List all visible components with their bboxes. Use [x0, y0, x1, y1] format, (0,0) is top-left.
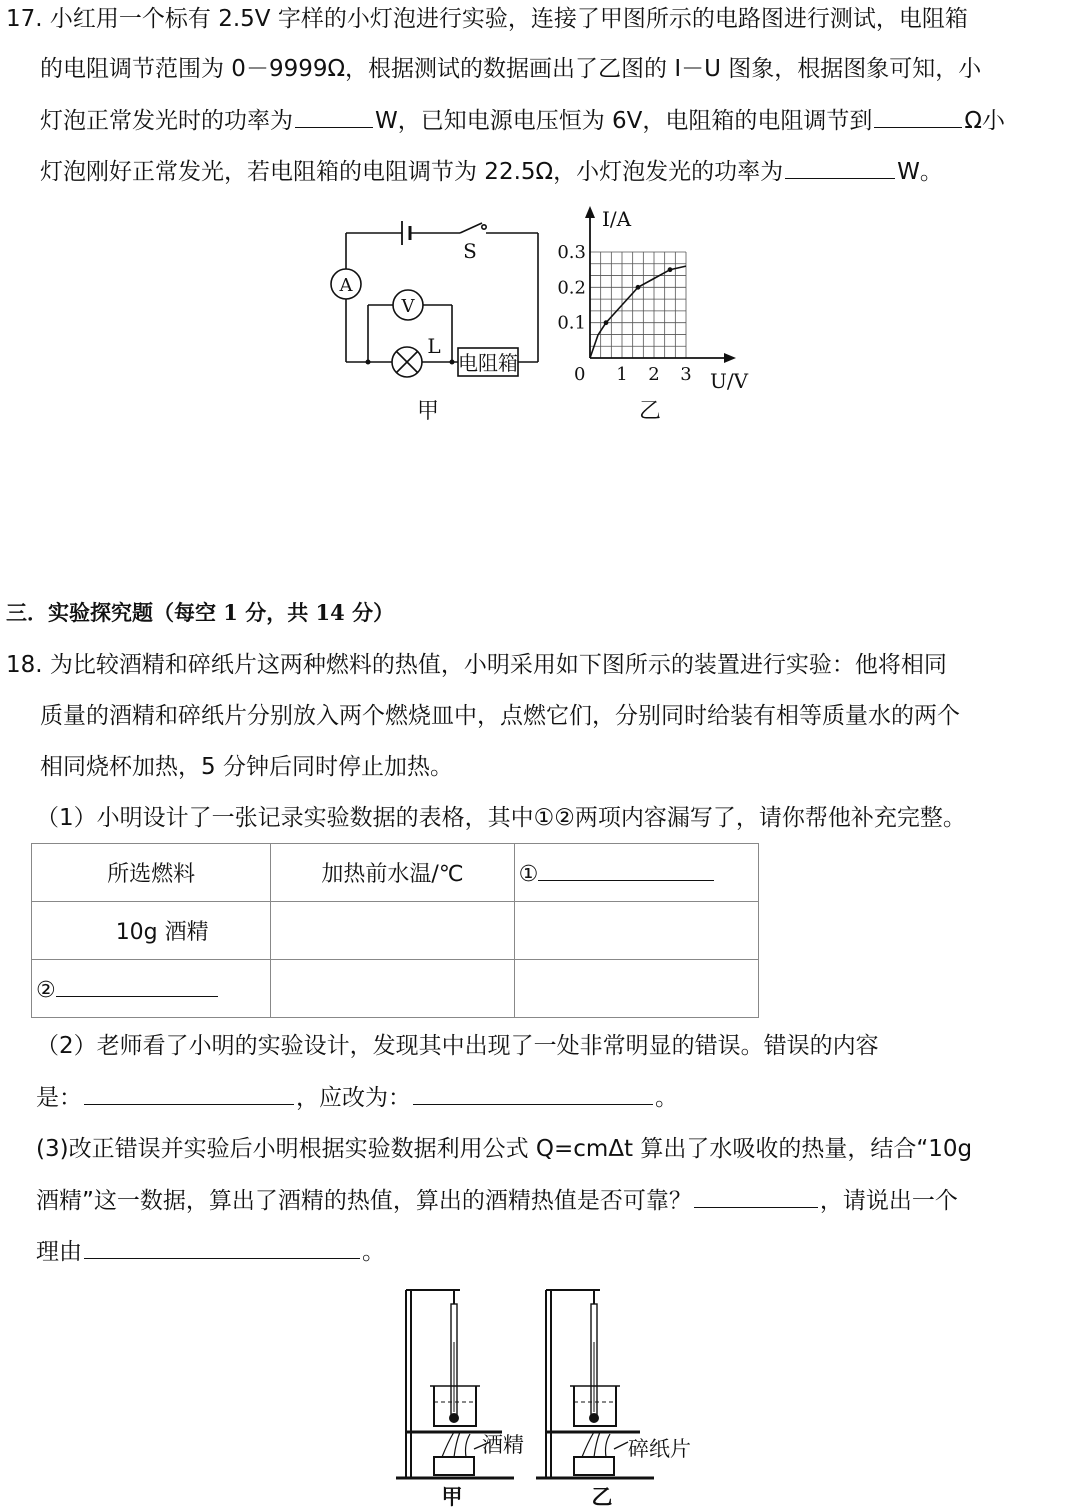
q18-part-2a: （2）老师看了小明的实验设计，发现其中出现了一处非常明显的错误。错误的内容 — [36, 1033, 879, 1059]
apparatus-caption-left: 甲 — [441, 1485, 463, 1509]
apparatus-figure — [390, 1282, 720, 1509]
answer-blank[interactable] — [694, 1185, 818, 1208]
q17-line-2: 的电阻调节范围为 0－9999Ω，根据测试的数据画出了乙图的 I－U 图象，根据图象可知，小 — [40, 56, 982, 82]
table-header-fuel: 所选燃料 — [32, 844, 271, 902]
circuit-caption: 甲 — [416, 399, 440, 424]
answer-blank[interactable] — [295, 105, 373, 128]
q17-text: W。 — [897, 159, 943, 185]
q17-text: 灯泡正常发光时的功率为 — [40, 108, 293, 134]
answer-blank[interactable] — [785, 156, 895, 179]
table-cell[interactable] — [271, 960, 514, 1018]
graph-caption: 乙 — [638, 399, 662, 424]
q18-line-3: 相同烧杯加热，5 分钟后同时停止加热。 — [40, 754, 453, 780]
q18-part-2b: 是： ，应改为： 。 — [36, 1082, 678, 1113]
x-tick-label: 1 — [616, 364, 628, 385]
circuit-diagram — [320, 205, 550, 425]
q18-part-3a: (3)改正错误并实验后小明根据实验数据利用公式 Q=cmΔt 算出了水吸收的热量，结合“10g — [36, 1136, 973, 1162]
table-cell[interactable] — [271, 902, 514, 960]
q18-part-3b: 酒精”这一数据，算出了酒精的热值，算出的酒精热值是否可靠？ ，请说出一个 — [36, 1185, 958, 1216]
table-cell[interactable] — [514, 960, 758, 1018]
y-axis-label: I/A — [602, 207, 632, 231]
y-tick-label: 0.3 — [557, 242, 586, 263]
x-tick-label: 3 — [680, 364, 692, 385]
table-header-blank[interactable]: ① — [514, 844, 758, 902]
x-tick-label: 2 — [648, 364, 660, 385]
resistor-box-label: 电阻箱 — [458, 351, 518, 375]
q17-line-3 — [40, 105, 1005, 136]
fuel-label-alcohol: 酒精 — [482, 1433, 524, 1457]
answer-blank[interactable] — [874, 105, 962, 128]
section-heading: 三．实验探究题（每空 1 分，共 14 分） — [6, 600, 395, 625]
iu-curve — [590, 266, 686, 358]
origin-label: 0 — [574, 364, 586, 385]
table-row — [32, 902, 759, 960]
answer-blank[interactable] — [413, 1082, 653, 1105]
q17-line-4 — [40, 156, 943, 187]
table-cell-fuel: 10g 酒精 — [32, 902, 271, 960]
q17-text: 灯泡刚好正常发光，若电阻箱的电阻调节为 22.5Ω，小灯泡发光的功率为 — [40, 159, 784, 185]
table-row — [32, 844, 759, 902]
q17-line-1: 17. 小红用一个标有 2.5V 字样的小灯泡进行实验，连接了甲图所示的电路图进行测试，电阻箱 — [6, 6, 968, 32]
iu-graph — [550, 198, 770, 428]
table-row — [32, 960, 759, 1018]
data-point — [636, 285, 641, 290]
x-axis-label: U/V — [710, 369, 749, 393]
data-table — [31, 843, 759, 1018]
q18-line-1: 18. 为比较酒精和碎纸片这两种燃料的热值，小明采用如下图所示的装置进行实验：他将相同 — [6, 652, 947, 678]
data-point — [668, 267, 673, 272]
q18-line-2: 质量的酒精和碎纸片分别放入两个燃烧皿中，点燃它们，分别同时给装有相等质量水的两个 — [40, 703, 960, 729]
table-cell-blank[interactable]: ② — [32, 960, 271, 1018]
q18-part-1: （1）小明设计了一张记录实验数据的表格，其中①②两项内容漏写了，请你帮他补充完整。 — [36, 805, 966, 831]
table-header-temp: 加热前水温/℃ — [271, 844, 514, 902]
q17-text: W，已知电源电压恒为 6V，电阻箱的电阻调节到 — [375, 108, 873, 134]
table-cell[interactable] — [514, 902, 758, 960]
fuel-label-paper: 碎纸片 — [628, 1437, 691, 1461]
answer-blank[interactable] — [84, 1082, 294, 1105]
y-tick-label: 0.1 — [557, 312, 586, 334]
ammeter-label: A — [339, 275, 353, 296]
q17-text: Ω小 — [964, 108, 1005, 134]
switch-label: S — [463, 239, 477, 263]
y-tick-label: 0.2 — [557, 277, 586, 299]
answer-blank[interactable] — [84, 1236, 360, 1259]
data-point — [604, 320, 609, 325]
apparatus-caption-right: 乙 — [591, 1485, 613, 1509]
voltmeter-label: V — [401, 296, 415, 317]
lamp-label: L — [427, 334, 441, 358]
q18-part-3c: 理由 。 — [36, 1236, 385, 1267]
